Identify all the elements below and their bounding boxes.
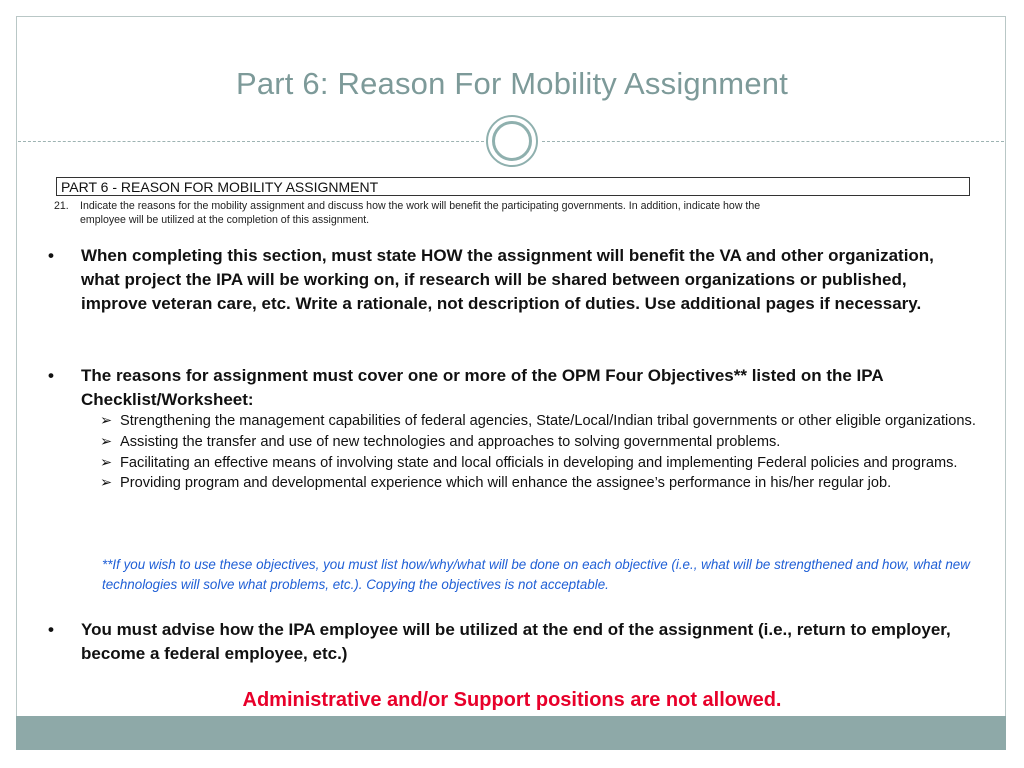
form-question-line2: employee will be utilized at the completion of this assignment. [80,214,370,226]
arrow-bullet-icon: ➢ [100,475,113,492]
objectives-note: **If you wish to use these objectives, you must list how/why/what will be done on each objective (i.e., what will be strengthened and how, what new technologies will solve what problems, etc.). Copying the objectives is not acceptable. [102,557,970,592]
title-divider-right [542,141,1004,142]
form-question-number: 21. [54,200,69,212]
objective-text: Strengthening the management capabilities of federal agencies, State/Local/Indian tribal governments or other eligible organizations. [120,413,976,429]
arrow-bullet-icon: ➢ [100,454,113,471]
objective-item [100,473,980,494]
bullet-text: You must advise how the IPA employee will be utilized at the end of the assignment (i.e., return to employer, become a federal employee, etc.) [81,620,951,663]
objective-text: Assisting the transfer and use of new technologies and approaches to solving governmental problems. [120,433,781,450]
title-divider-left [18,141,484,142]
objective-item [100,411,980,432]
objective-text: Facilitating an effective means of involving state and local officials in developing and implementing Federal policies and programs. [120,454,958,471]
bullet-symbol: • [48,366,54,385]
warning-text: Administrative and/or Support positions are not allowed. [242,689,782,711]
form-section-header: PART 6 - REASON FOR MOBILITY ASSIGNMENT [56,177,970,196]
objectives-list [100,411,980,494]
slide-title: Part 6: Reason For Mobility Assignment [235,66,789,101]
objective-item [100,453,980,474]
objective-item [100,432,980,453]
bullet-symbol: • [48,246,54,265]
bullet-end-of-assignment [48,618,958,666]
arrow-bullet-icon: ➢ [100,433,113,450]
footer-band [16,716,1006,750]
form-excerpt-image [54,176,974,232]
bullet-text: The reasons for assignment must cover one or more of the OPM Four Objectives** listed on the IPA Checklist/Worksheet: [81,366,883,409]
bullet-opm-objectives [48,364,958,412]
arrow-bullet-icon: ➢ [100,413,113,429]
objective-text: Providing program and developmental experience which will enhance the assignee’s performance in his/her regular job. [120,475,892,492]
form-question-line1: Indicate the reasons for the mobility assignment and discuss how the work will benefit the participating governments. In addition, indicate how the [80,200,761,212]
circle-ornament-icon [486,115,538,167]
form-question [54,199,954,227]
bullet-symbol: • [48,620,54,639]
bullet-how-benefit [48,244,958,316]
bullet-text: When completing this section, must state HOW the assignment will benefit the VA and other organization, what project the IPA will be working on, if research will be shared between organizations or published, improve veteran care, etc. Write a rationale, not description of duties. Use additional pages if necessary. [81,246,934,313]
